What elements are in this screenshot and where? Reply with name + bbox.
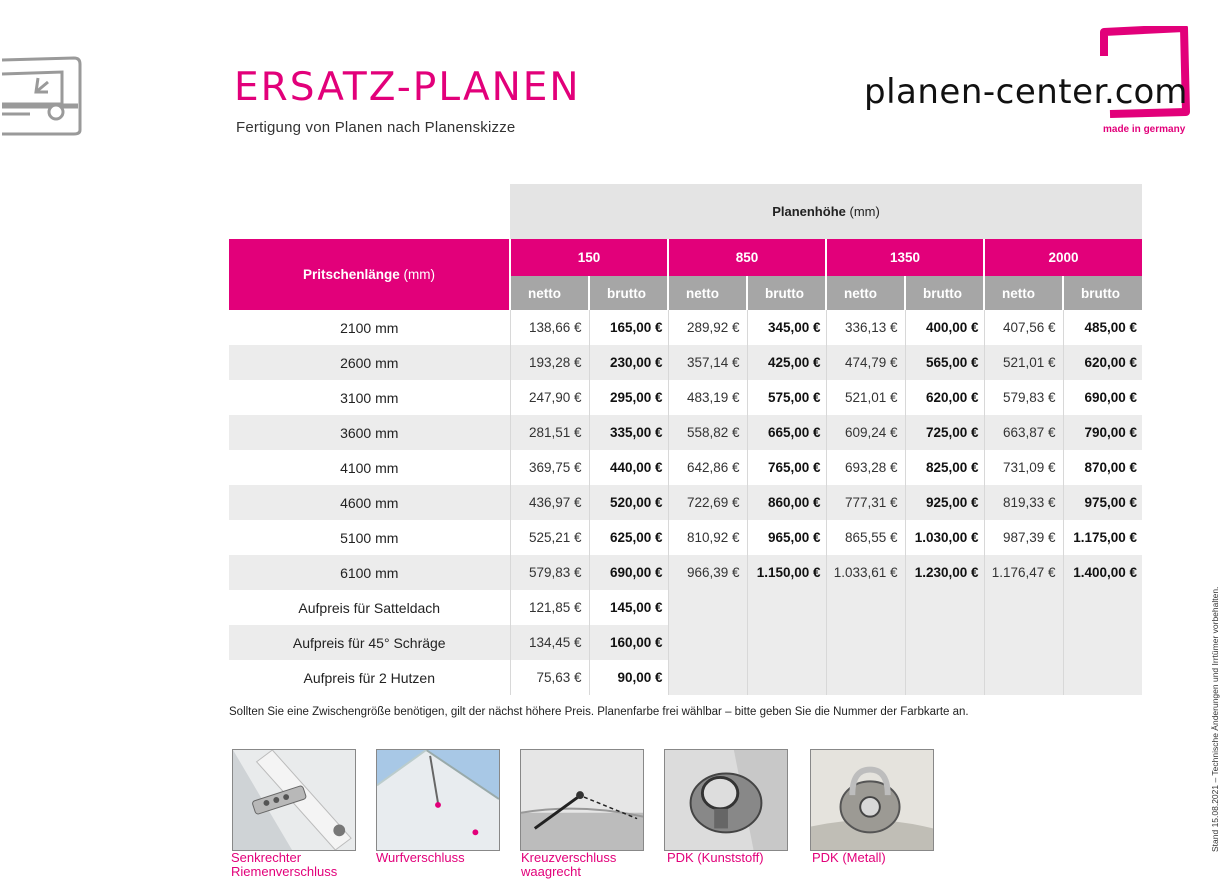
closure-caption-1 <box>231 851 381 879</box>
sub-header-netto: netto <box>510 276 589 310</box>
brutto-price: 690,00 € <box>589 555 668 590</box>
netto-price: 609,24 € <box>826 415 905 450</box>
empty-cell <box>905 590 984 625</box>
closure-caption-2 <box>376 851 526 865</box>
netto-price: 357,14 € <box>668 345 747 380</box>
row-header <box>229 239 510 310</box>
netto-price: 865,55 € <box>826 520 905 555</box>
brutto-price: 90,00 € <box>589 660 668 695</box>
netto-price: 483,19 € <box>668 380 747 415</box>
row-label: 6100 mm <box>229 555 510 590</box>
page-title: ERSATZ-PLANEN <box>234 65 581 110</box>
footnote: Sollten Sie eine Zwischengröße benötigen, gilt der nächst höhere Preis. Planenfarbe frei wählbar – bitte geben Sie die Nummer der Farbkarte an. <box>229 706 969 718</box>
brutto-price: 145,00 € <box>589 590 668 625</box>
brutto-price: 335,00 € <box>589 415 668 450</box>
closure-caption-5 <box>812 851 962 865</box>
empty-cell <box>905 625 984 660</box>
netto-price: 579,83 € <box>984 380 1063 415</box>
closure-caption-4 <box>667 851 817 865</box>
brutto-price: 925,00 € <box>905 485 984 520</box>
row-label: 3600 mm <box>229 415 510 450</box>
empty-cell <box>826 625 905 660</box>
netto-price: 134,45 € <box>510 625 589 660</box>
row-header-unit: (mm) <box>403 267 436 282</box>
height-group-header <box>510 184 1142 239</box>
netto-price: 407,56 € <box>984 310 1063 345</box>
empty-cell <box>826 590 905 625</box>
brutto-price: 1.175,00 € <box>1063 520 1142 555</box>
brutto-price: 520,00 € <box>589 485 668 520</box>
surcharge-row <box>229 590 1142 625</box>
netto-price: 642,86 € <box>668 450 747 485</box>
netto-price: 663,87 € <box>984 415 1063 450</box>
netto-price: 777,31 € <box>826 485 905 520</box>
netto-price: 558,82 € <box>668 415 747 450</box>
closure-caption-2-line1: Wurfverschluss <box>376 850 465 865</box>
surcharge-row <box>229 625 1142 660</box>
brutto-price: 690,00 € <box>1063 380 1142 415</box>
cross-closure-photo <box>520 749 644 851</box>
row-label: 4600 mm <box>229 485 510 520</box>
height-col-150: 150 <box>510 239 668 276</box>
surcharge-row <box>229 660 1142 695</box>
brutto-price: 485,00 € <box>1063 310 1142 345</box>
netto-price: 138,66 € <box>510 310 589 345</box>
brutto-price: 160,00 € <box>589 625 668 660</box>
brutto-price: 765,00 € <box>747 450 826 485</box>
brutto-price: 620,00 € <box>905 380 984 415</box>
row-label: 5100 mm <box>229 520 510 555</box>
table-row <box>229 415 1142 450</box>
netto-price: 819,33 € <box>984 485 1063 520</box>
surcharge-label: Aufpreis für Satteldach <box>229 590 510 625</box>
closure-caption-5-line1: PDK (Metall) <box>812 850 886 865</box>
brutto-price: 625,00 € <box>589 520 668 555</box>
brutto-price: 230,00 € <box>589 345 668 380</box>
netto-price: 731,09 € <box>984 450 1063 485</box>
brutto-price: 565,00 € <box>905 345 984 380</box>
empty-cell <box>668 590 747 625</box>
table-corner <box>229 184 510 239</box>
table-row <box>229 380 1142 415</box>
height-col-2000: 2000 <box>984 239 1142 276</box>
brutto-price: 440,00 € <box>589 450 668 485</box>
netto-price: 810,92 € <box>668 520 747 555</box>
pdk-metal-photo <box>810 749 934 851</box>
height-col-1350: 1350 <box>826 239 984 276</box>
brutto-price: 425,00 € <box>747 345 826 380</box>
empty-cell <box>1063 660 1142 695</box>
brutto-price: 790,00 € <box>1063 415 1142 450</box>
closure-caption-1-line1: Senkrechter <box>231 850 302 865</box>
height-group-label: Planenhöhe <box>772 204 846 219</box>
table-row <box>229 485 1142 520</box>
empty-cell <box>905 660 984 695</box>
sub-header-brutto: brutto <box>905 276 984 310</box>
netto-price: 1.033,61 € <box>826 555 905 590</box>
closure-caption-3-line1: Kreuzverschluss <box>521 850 617 865</box>
netto-price: 693,28 € <box>826 450 905 485</box>
netto-price: 579,83 € <box>510 555 589 590</box>
planen-center-logo[interactable] <box>860 24 1196 140</box>
table-row <box>229 450 1142 485</box>
page-subtitle: Fertigung von Planen nach Planenskizze <box>236 119 516 136</box>
pdk-plastic-photo <box>664 749 788 851</box>
brutto-price: 400,00 € <box>905 310 984 345</box>
sub-header-netto: netto <box>826 276 905 310</box>
sub-header-netto: netto <box>668 276 747 310</box>
netto-price: 247,90 € <box>510 380 589 415</box>
row-label: 2100 mm <box>229 310 510 345</box>
netto-price: 987,39 € <box>984 520 1063 555</box>
empty-cell <box>668 625 747 660</box>
netto-price: 369,75 € <box>510 450 589 485</box>
strap-closure-photo <box>232 749 356 851</box>
closure-caption-3-line2: waagrecht <box>521 864 581 879</box>
brutto-price: 860,00 € <box>747 485 826 520</box>
empty-cell <box>1063 625 1142 660</box>
brutto-price: 575,00 € <box>747 380 826 415</box>
empty-cell <box>747 590 826 625</box>
brutto-price: 165,00 € <box>589 310 668 345</box>
closure-caption-3 <box>521 851 671 879</box>
brutto-price: 345,00 € <box>747 310 826 345</box>
surcharge-label: Aufpreis für 45° Schräge <box>229 625 510 660</box>
brutto-price: 965,00 € <box>747 520 826 555</box>
empty-cell <box>747 660 826 695</box>
brutto-price: 825,00 € <box>905 450 984 485</box>
price-table <box>229 184 1142 695</box>
surcharge-label: Aufpreis für 2 Hutzen <box>229 660 510 695</box>
empty-cell <box>668 660 747 695</box>
height-col-850: 850 <box>668 239 826 276</box>
revision-note: Stand 15.08.2021 – Technische Änderungen und Irrtümer vorbehalten. <box>1210 586 1220 852</box>
closure-caption-4-line1: PDK (Kunststoff) <box>667 850 764 865</box>
table-row <box>229 345 1142 380</box>
closure-caption-1-line2: Riemenverschluss <box>231 864 338 879</box>
netto-price: 722,69 € <box>668 485 747 520</box>
table-row <box>229 310 1142 345</box>
row-label: 3100 mm <box>229 380 510 415</box>
sub-header-netto: netto <box>984 276 1063 310</box>
netto-price: 521,01 € <box>826 380 905 415</box>
trailer-icon <box>0 54 84 136</box>
netto-price: 336,13 € <box>826 310 905 345</box>
table-row <box>229 555 1142 590</box>
sub-header-brutto: brutto <box>1063 276 1142 310</box>
empty-cell <box>747 625 826 660</box>
empty-cell <box>1063 590 1142 625</box>
logo-name: planen-center <box>864 72 1109 112</box>
netto-price: 1.176,47 € <box>984 555 1063 590</box>
row-label: 4100 mm <box>229 450 510 485</box>
brutto-price: 665,00 € <box>747 415 826 450</box>
netto-price: 281,51 € <box>510 415 589 450</box>
row-label: 2600 mm <box>229 345 510 380</box>
netto-price: 521,01 € <box>984 345 1063 380</box>
empty-cell <box>826 660 905 695</box>
brutto-price: 975,00 € <box>1063 485 1142 520</box>
netto-price: 289,92 € <box>668 310 747 345</box>
netto-price: 121,85 € <box>510 590 589 625</box>
brutto-price: 1.150,00 € <box>747 555 826 590</box>
logo-tagline: made in germany <box>1103 124 1186 135</box>
brutto-price: 1.230,00 € <box>905 555 984 590</box>
height-group-unit: (mm) <box>849 204 880 219</box>
netto-price: 436,97 € <box>510 485 589 520</box>
netto-price: 525,21 € <box>510 520 589 555</box>
row-header-label: Pritschenlänge <box>302 267 400 282</box>
brutto-price: 725,00 € <box>905 415 984 450</box>
throw-closure-photo <box>376 749 500 851</box>
brutto-price: 295,00 € <box>589 380 668 415</box>
brutto-price: 1.030,00 € <box>905 520 984 555</box>
logo-tld: .com <box>1104 72 1188 112</box>
netto-price: 474,79 € <box>826 345 905 380</box>
empty-cell <box>984 590 1063 625</box>
brutto-price: 620,00 € <box>1063 345 1142 380</box>
brutto-price: 1.400,00 € <box>1063 555 1142 590</box>
brutto-price: 870,00 € <box>1063 450 1142 485</box>
sub-header-brutto: brutto <box>747 276 826 310</box>
sub-header-brutto: brutto <box>589 276 668 310</box>
netto-price: 193,28 € <box>510 345 589 380</box>
netto-price: 966,39 € <box>668 555 747 590</box>
table-row <box>229 520 1142 555</box>
empty-cell <box>984 625 1063 660</box>
empty-cell <box>984 660 1063 695</box>
netto-price: 75,63 € <box>510 660 589 695</box>
